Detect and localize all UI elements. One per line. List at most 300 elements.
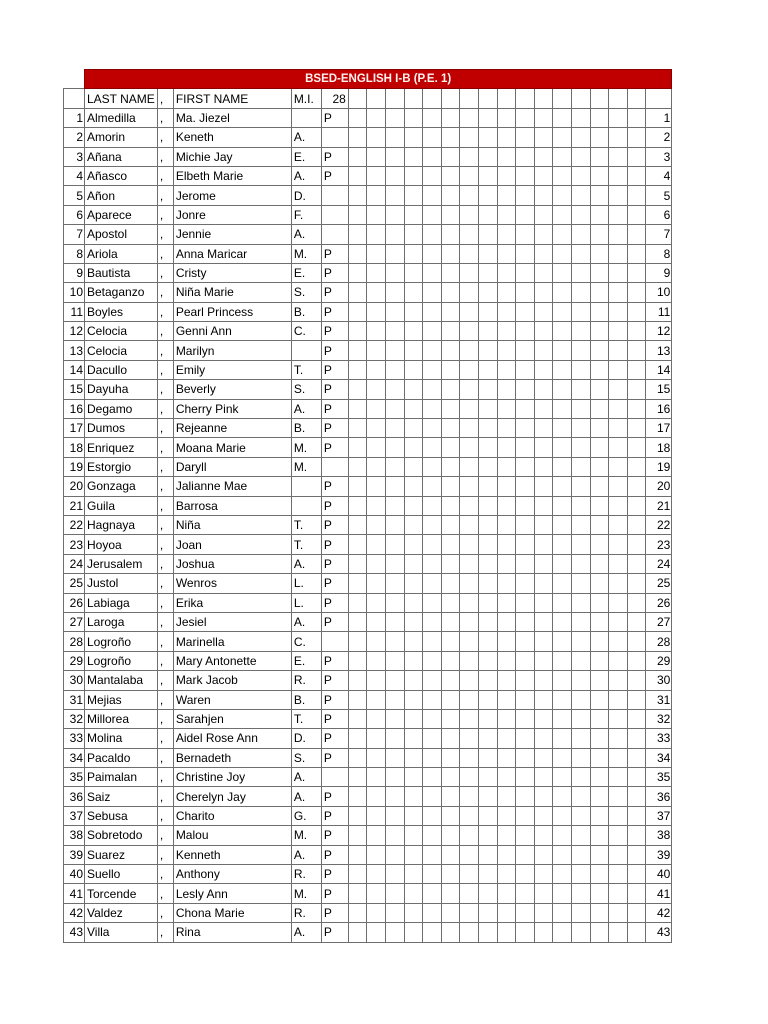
last-name-cell[interactable]: Hagnaya: [85, 515, 158, 534]
first-name-cell[interactable]: Aidel Rose Ann: [173, 729, 291, 748]
attendance-cell[interactable]: [460, 225, 479, 244]
attendance-cell[interactable]: [348, 903, 367, 922]
attendance-cell[interactable]: [534, 884, 553, 903]
attendance-cell[interactable]: [627, 283, 646, 302]
attendance-cell[interactable]: [441, 748, 460, 767]
attendance-cell[interactable]: [478, 884, 497, 903]
first-name-cell[interactable]: Joan: [173, 535, 291, 554]
first-name-cell[interactable]: Pearl Princess: [173, 302, 291, 321]
attendance-cell[interactable]: [348, 729, 367, 748]
attendance-cell[interactable]: [348, 554, 367, 573]
last-name-cell[interactable]: Logroño: [85, 651, 158, 670]
attendance-cell[interactable]: [423, 438, 442, 457]
attendance-cell[interactable]: [516, 419, 535, 438]
attendance-cell[interactable]: [571, 826, 590, 845]
attendance-cell[interactable]: [497, 244, 516, 263]
last-name-cell[interactable]: Estorgio: [85, 457, 158, 476]
last-name-cell[interactable]: Saiz: [85, 787, 158, 806]
attendance-cell[interactable]: [553, 923, 572, 942]
header-empty-cell[interactable]: [386, 89, 405, 108]
attendance-mark-cell[interactable]: P: [321, 263, 348, 282]
attendance-cell[interactable]: [497, 632, 516, 651]
first-name-cell[interactable]: Sarahjen: [173, 709, 291, 728]
attendance-cell[interactable]: [441, 632, 460, 651]
header-empty-cell[interactable]: [404, 89, 423, 108]
attendance-cell[interactable]: [423, 263, 442, 282]
attendance-cell[interactable]: [627, 709, 646, 728]
middle-initial-cell[interactable]: G.: [291, 806, 321, 825]
attendance-cell[interactable]: [497, 748, 516, 767]
last-name-cell[interactable]: Ariola: [85, 244, 158, 263]
first-name-cell[interactable]: Jennie: [173, 225, 291, 244]
attendance-cell[interactable]: [404, 768, 423, 787]
attendance-cell[interactable]: [609, 186, 628, 205]
attendance-cell[interactable]: [553, 826, 572, 845]
attendance-cell[interactable]: [590, 166, 609, 185]
attendance-cell[interactable]: [534, 748, 553, 767]
last-name-cell[interactable]: Villa: [85, 923, 158, 942]
attendance-cell[interactable]: [590, 709, 609, 728]
comma-cell[interactable]: ,: [157, 593, 173, 612]
attendance-cell[interactable]: [478, 108, 497, 127]
attendance-cell[interactable]: [497, 515, 516, 534]
attendance-cell[interactable]: [553, 205, 572, 224]
attendance-cell[interactable]: [516, 341, 535, 360]
attendance-cell[interactable]: [348, 166, 367, 185]
attendance-cell[interactable]: [386, 768, 405, 787]
attendance-cell[interactable]: [367, 651, 386, 670]
header-empty-cell[interactable]: [590, 89, 609, 108]
attendance-cell[interactable]: [553, 108, 572, 127]
first-name-cell[interactable]: Waren: [173, 690, 291, 709]
attendance-mark-cell[interactable]: P: [321, 322, 348, 341]
attendance-cell[interactable]: [590, 748, 609, 767]
attendance-cell[interactable]: [348, 826, 367, 845]
attendance-cell[interactable]: [590, 322, 609, 341]
attendance-cell[interactable]: [534, 787, 553, 806]
attendance-mark-cell[interactable]: P: [321, 360, 348, 379]
attendance-cell[interactable]: [571, 108, 590, 127]
attendance-cell[interactable]: [609, 923, 628, 942]
attendance-cell[interactable]: [478, 477, 497, 496]
attendance-cell[interactable]: [571, 903, 590, 922]
attendance-cell[interactable]: [478, 225, 497, 244]
attendance-cell[interactable]: [497, 787, 516, 806]
attendance-cell[interactable]: [423, 166, 442, 185]
attendance-cell[interactable]: [497, 671, 516, 690]
middle-initial-cell[interactable]: A.: [291, 787, 321, 806]
last-name-cell[interactable]: Degamo: [85, 399, 158, 418]
attendance-cell[interactable]: [404, 457, 423, 476]
attendance-cell[interactable]: [386, 690, 405, 709]
attendance-cell[interactable]: [441, 166, 460, 185]
attendance-cell[interactable]: [367, 419, 386, 438]
first-name-cell[interactable]: Charito: [173, 806, 291, 825]
attendance-cell[interactable]: [386, 826, 405, 845]
attendance-cell[interactable]: [348, 632, 367, 651]
first-name-cell[interactable]: Jerome: [173, 186, 291, 205]
attendance-cell[interactable]: [609, 651, 628, 670]
attendance-cell[interactable]: [571, 128, 590, 147]
attendance-cell[interactable]: [609, 477, 628, 496]
middle-initial-cell[interactable]: T.: [291, 515, 321, 534]
attendance-cell[interactable]: [404, 787, 423, 806]
attendance-cell[interactable]: [553, 845, 572, 864]
attendance-mark-cell[interactable]: [321, 205, 348, 224]
attendance-cell[interactable]: [460, 477, 479, 496]
attendance-cell[interactable]: [478, 903, 497, 922]
attendance-cell[interactable]: [553, 729, 572, 748]
attendance-cell[interactable]: [627, 360, 646, 379]
attendance-cell[interactable]: [404, 205, 423, 224]
middle-initial-cell[interactable]: T.: [291, 360, 321, 379]
attendance-cell[interactable]: [404, 147, 423, 166]
attendance-cell[interactable]: [571, 884, 590, 903]
attendance-cell[interactable]: [590, 690, 609, 709]
attendance-cell[interactable]: [497, 438, 516, 457]
comma-cell[interactable]: ,: [157, 884, 173, 903]
attendance-cell[interactable]: [534, 923, 553, 942]
middle-initial-cell[interactable]: A.: [291, 166, 321, 185]
last-name-cell[interactable]: Celocia: [85, 322, 158, 341]
attendance-cell[interactable]: [386, 380, 405, 399]
attendance-cell[interactable]: [553, 865, 572, 884]
attendance-cell[interactable]: [460, 574, 479, 593]
attendance-cell[interactable]: [516, 244, 535, 263]
attendance-cell[interactable]: [627, 574, 646, 593]
attendance-cell[interactable]: [627, 612, 646, 631]
attendance-cell[interactable]: [404, 108, 423, 127]
attendance-cell[interactable]: [460, 903, 479, 922]
attendance-cell[interactable]: [348, 186, 367, 205]
attendance-cell[interactable]: [423, 244, 442, 263]
attendance-cell[interactable]: [386, 147, 405, 166]
attendance-cell[interactable]: [590, 244, 609, 263]
attendance-cell[interactable]: [534, 865, 553, 884]
attendance-cell[interactable]: [571, 302, 590, 321]
last-name-cell[interactable]: Millorea: [85, 709, 158, 728]
attendance-cell[interactable]: [516, 651, 535, 670]
attendance-cell[interactable]: [460, 108, 479, 127]
first-name-cell[interactable]: Joshua: [173, 554, 291, 573]
attendance-cell[interactable]: [404, 186, 423, 205]
comma-cell[interactable]: ,: [157, 612, 173, 631]
attendance-cell[interactable]: [367, 341, 386, 360]
attendance-cell[interactable]: [627, 923, 646, 942]
attendance-cell[interactable]: [590, 205, 609, 224]
attendance-cell[interactable]: [423, 477, 442, 496]
attendance-cell[interactable]: [441, 903, 460, 922]
attendance-cell[interactable]: [609, 826, 628, 845]
attendance-cell[interactable]: [478, 302, 497, 321]
attendance-cell[interactable]: [553, 477, 572, 496]
attendance-cell[interactable]: [478, 438, 497, 457]
attendance-cell[interactable]: [386, 845, 405, 864]
attendance-cell[interactable]: [571, 186, 590, 205]
attendance-cell[interactable]: [404, 419, 423, 438]
attendance-cell[interactable]: [627, 729, 646, 748]
attendance-cell[interactable]: [441, 341, 460, 360]
attendance-cell[interactable]: [441, 515, 460, 534]
attendance-cell[interactable]: [571, 244, 590, 263]
attendance-cell[interactable]: [404, 826, 423, 845]
attendance-cell[interactable]: [516, 166, 535, 185]
attendance-cell[interactable]: [516, 671, 535, 690]
middle-initial-cell[interactable]: E.: [291, 651, 321, 670]
attendance-cell[interactable]: [590, 671, 609, 690]
attendance-cell[interactable]: [590, 419, 609, 438]
last-name-cell[interactable]: Almedilla: [85, 108, 158, 127]
attendance-cell[interactable]: [367, 244, 386, 263]
attendance-cell[interactable]: [534, 574, 553, 593]
attendance-cell[interactable]: [571, 166, 590, 185]
comma-cell[interactable]: ,: [157, 166, 173, 185]
last-name-cell[interactable]: Celocia: [85, 341, 158, 360]
attendance-cell[interactable]: [516, 322, 535, 341]
attendance-cell[interactable]: [386, 787, 405, 806]
comma-cell[interactable]: ,: [157, 574, 173, 593]
attendance-cell[interactable]: [609, 438, 628, 457]
attendance-cell[interactable]: [478, 632, 497, 651]
attendance-cell[interactable]: [423, 923, 442, 942]
attendance-mark-cell[interactable]: P: [321, 826, 348, 845]
attendance-cell[interactable]: [404, 496, 423, 515]
attendance-cell[interactable]: [516, 360, 535, 379]
attendance-cell[interactable]: [571, 477, 590, 496]
attendance-cell[interactable]: [348, 457, 367, 476]
attendance-cell[interactable]: [534, 419, 553, 438]
attendance-cell[interactable]: [497, 263, 516, 282]
attendance-cell[interactable]: [516, 574, 535, 593]
comma-cell[interactable]: ,: [157, 477, 173, 496]
attendance-cell[interactable]: [367, 612, 386, 631]
attendance-cell[interactable]: [348, 651, 367, 670]
middle-initial-cell[interactable]: S.: [291, 380, 321, 399]
attendance-cell[interactable]: [553, 438, 572, 457]
attendance-cell[interactable]: [609, 671, 628, 690]
attendance-cell[interactable]: [497, 496, 516, 515]
attendance-cell[interactable]: [460, 380, 479, 399]
attendance-cell[interactable]: [497, 457, 516, 476]
last-name-cell[interactable]: Jerusalem: [85, 554, 158, 573]
middle-initial-cell[interactable]: A.: [291, 128, 321, 147]
attendance-cell[interactable]: [460, 923, 479, 942]
comma-cell[interactable]: ,: [157, 360, 173, 379]
attendance-cell[interactable]: [423, 845, 442, 864]
comma-cell[interactable]: ,: [157, 845, 173, 864]
attendance-cell[interactable]: [553, 787, 572, 806]
last-name-cell[interactable]: Hoyoa: [85, 535, 158, 554]
first-name-cell[interactable]: Cherelyn Jay: [173, 787, 291, 806]
attendance-cell[interactable]: [348, 496, 367, 515]
middle-initial-cell[interactable]: B.: [291, 419, 321, 438]
attendance-cell[interactable]: [478, 244, 497, 263]
header-empty-cell[interactable]: [534, 89, 553, 108]
attendance-cell[interactable]: [460, 612, 479, 631]
attendance-cell[interactable]: [534, 186, 553, 205]
attendance-cell[interactable]: [627, 186, 646, 205]
attendance-cell[interactable]: [609, 845, 628, 864]
middle-initial-cell[interactable]: M.: [291, 826, 321, 845]
attendance-cell[interactable]: [367, 787, 386, 806]
attendance-cell[interactable]: [478, 651, 497, 670]
attendance-cell[interactable]: [516, 884, 535, 903]
attendance-cell[interactable]: [609, 806, 628, 825]
last-name-cell[interactable]: Aparece: [85, 205, 158, 224]
attendance-cell[interactable]: [478, 496, 497, 515]
attendance-cell[interactable]: [497, 535, 516, 554]
attendance-cell[interactable]: [423, 574, 442, 593]
attendance-cell[interactable]: [367, 554, 386, 573]
attendance-cell[interactable]: [404, 380, 423, 399]
comma-cell[interactable]: ,: [157, 302, 173, 321]
attendance-cell[interactable]: [534, 283, 553, 302]
attendance-cell[interactable]: [348, 748, 367, 767]
attendance-cell[interactable]: [478, 865, 497, 884]
attendance-cell[interactable]: [478, 593, 497, 612]
attendance-cell[interactable]: [386, 729, 405, 748]
attendance-cell[interactable]: [534, 380, 553, 399]
attendance-cell[interactable]: [478, 147, 497, 166]
attendance-cell[interactable]: [609, 108, 628, 127]
first-name-cell[interactable]: Keneth: [173, 128, 291, 147]
attendance-cell[interactable]: [423, 205, 442, 224]
attendance-cell[interactable]: [348, 574, 367, 593]
attendance-cell[interactable]: [441, 399, 460, 418]
attendance-cell[interactable]: [423, 709, 442, 728]
attendance-cell[interactable]: [348, 263, 367, 282]
attendance-cell[interactable]: [534, 360, 553, 379]
attendance-cell[interactable]: [571, 923, 590, 942]
first-name-cell[interactable]: Marilyn: [173, 341, 291, 360]
attendance-cell[interactable]: [553, 341, 572, 360]
attendance-cell[interactable]: [386, 903, 405, 922]
attendance-cell[interactable]: [348, 205, 367, 224]
attendance-cell[interactable]: [590, 283, 609, 302]
attendance-cell[interactable]: [534, 302, 553, 321]
attendance-mark-cell[interactable]: P: [321, 903, 348, 922]
attendance-cell[interactable]: [460, 787, 479, 806]
comma-cell[interactable]: ,: [157, 283, 173, 302]
attendance-mark-cell[interactable]: P: [321, 554, 348, 573]
attendance-cell[interactable]: [497, 651, 516, 670]
attendance-cell[interactable]: [404, 554, 423, 573]
attendance-cell[interactable]: [367, 671, 386, 690]
attendance-cell[interactable]: [404, 283, 423, 302]
attendance-cell[interactable]: [553, 884, 572, 903]
attendance-cell[interactable]: [367, 128, 386, 147]
attendance-cell[interactable]: [497, 768, 516, 787]
attendance-cell[interactable]: [460, 186, 479, 205]
attendance-cell[interactable]: [441, 826, 460, 845]
attendance-cell[interactable]: [386, 341, 405, 360]
attendance-cell[interactable]: [590, 477, 609, 496]
attendance-cell[interactable]: [609, 225, 628, 244]
attendance-cell[interactable]: [553, 283, 572, 302]
first-name-cell[interactable]: Genni Ann: [173, 322, 291, 341]
attendance-cell[interactable]: [590, 515, 609, 534]
last-name-cell[interactable]: Guila: [85, 496, 158, 515]
attendance-cell[interactable]: [609, 768, 628, 787]
attendance-cell[interactable]: [627, 263, 646, 282]
attendance-cell[interactable]: [441, 147, 460, 166]
attendance-mark-cell[interactable]: P: [321, 729, 348, 748]
attendance-cell[interactable]: [609, 341, 628, 360]
attendance-cell[interactable]: [553, 147, 572, 166]
attendance-cell[interactable]: [516, 380, 535, 399]
attendance-mark-cell[interactable]: P: [321, 399, 348, 418]
attendance-mark-cell[interactable]: [321, 457, 348, 476]
attendance-cell[interactable]: [460, 535, 479, 554]
middle-initial-cell[interactable]: A.: [291, 845, 321, 864]
attendance-cell[interactable]: [609, 205, 628, 224]
attendance-cell[interactable]: [534, 341, 553, 360]
attendance-cell[interactable]: [441, 806, 460, 825]
first-name-cell[interactable]: Anthony: [173, 865, 291, 884]
attendance-cell[interactable]: [516, 496, 535, 515]
attendance-cell[interactable]: [497, 322, 516, 341]
attendance-cell[interactable]: [423, 884, 442, 903]
middle-initial-cell[interactable]: D.: [291, 186, 321, 205]
attendance-cell[interactable]: [404, 709, 423, 728]
attendance-cell[interactable]: [404, 612, 423, 631]
attendance-cell[interactable]: [386, 612, 405, 631]
attendance-cell[interactable]: [386, 283, 405, 302]
middle-initial-cell[interactable]: F.: [291, 205, 321, 224]
attendance-mark-cell[interactable]: P: [321, 806, 348, 825]
attendance-cell[interactable]: [553, 399, 572, 418]
attendance-cell[interactable]: [460, 166, 479, 185]
attendance-cell[interactable]: [571, 225, 590, 244]
attendance-cell[interactable]: [478, 826, 497, 845]
attendance-cell[interactable]: [590, 574, 609, 593]
attendance-cell[interactable]: [627, 108, 646, 127]
attendance-cell[interactable]: [571, 205, 590, 224]
attendance-cell[interactable]: [404, 903, 423, 922]
attendance-cell[interactable]: [497, 806, 516, 825]
first-name-cell[interactable]: Rejeanne: [173, 419, 291, 438]
attendance-cell[interactable]: [590, 302, 609, 321]
last-name-cell[interactable]: Enriquez: [85, 438, 158, 457]
attendance-mark-cell[interactable]: P: [321, 612, 348, 631]
attendance-cell[interactable]: [386, 554, 405, 573]
attendance-cell[interactable]: [627, 826, 646, 845]
attendance-cell[interactable]: [423, 729, 442, 748]
attendance-cell[interactable]: [423, 865, 442, 884]
attendance-cell[interactable]: [590, 263, 609, 282]
attendance-cell[interactable]: [478, 205, 497, 224]
attendance-cell[interactable]: [534, 244, 553, 263]
last-name-cell[interactable]: Sebusa: [85, 806, 158, 825]
attendance-cell[interactable]: [609, 632, 628, 651]
attendance-cell[interactable]: [386, 457, 405, 476]
attendance-cell[interactable]: [516, 205, 535, 224]
attendance-cell[interactable]: [534, 826, 553, 845]
attendance-cell[interactable]: [348, 923, 367, 942]
attendance-cell[interactable]: [348, 128, 367, 147]
attendance-cell[interactable]: [516, 535, 535, 554]
attendance-cell[interactable]: [386, 419, 405, 438]
comma-cell[interactable]: ,: [157, 128, 173, 147]
attendance-cell[interactable]: [348, 768, 367, 787]
attendance-cell[interactable]: [534, 593, 553, 612]
comma-cell[interactable]: ,: [157, 399, 173, 418]
first-name-cell[interactable]: Mark Jacob: [173, 671, 291, 690]
attendance-cell[interactable]: [460, 593, 479, 612]
last-name-cell[interactable]: Labiaga: [85, 593, 158, 612]
attendance-cell[interactable]: [478, 515, 497, 534]
attendance-cell[interactable]: [609, 147, 628, 166]
